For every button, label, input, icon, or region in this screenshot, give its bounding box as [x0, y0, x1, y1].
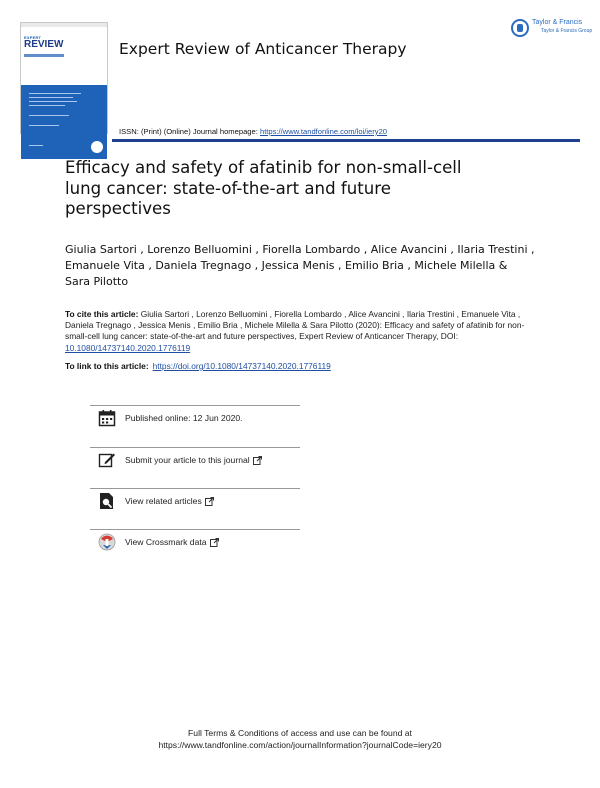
author-list: Giulia Sartori , Lorenzo Belluomini , Fiorella Lombardo , Alice Avancini , Ilaria Trestini , Emanuele Vita , Daniela Tregnago , Jessica Menis , Emilio Bria , Michele Milella & Sara Pilotto	[65, 243, 535, 288]
submit-article-link[interactable]: Submit your article to this journal	[125, 455, 250, 465]
publisher-logo[interactable]	[511, 18, 593, 40]
footer-terms-link[interactable]: https://www.tandfonline.com/action/journalInformation?journalCode=iery20	[158, 739, 442, 750]
citation-label: To cite this article:	[65, 309, 139, 319]
related-articles-row[interactable]	[98, 488, 214, 514]
footer	[0, 728, 600, 751]
crossmark-icon	[98, 533, 116, 551]
header-rule	[112, 139, 580, 142]
article-link-line	[65, 361, 331, 371]
calendar-icon	[98, 409, 116, 427]
journal-cover	[20, 22, 108, 134]
issn-line	[119, 127, 387, 136]
article-doi-url[interactable]: https://doi.org/10.1080/14737140.2020.1776119	[152, 361, 331, 371]
issn-prefix: ISSN: (Print) (Online) Journal homepage:	[119, 127, 260, 136]
edit-icon	[98, 451, 116, 469]
article-title: Efficacy and safety of afatinib for non-small-cell lung cancer: state-of-the-art and future perspectives	[65, 158, 462, 218]
external-link-icon	[253, 456, 262, 465]
crossmark-link[interactable]: View Crossmark data	[125, 537, 207, 547]
published-row	[98, 405, 243, 431]
submit-article-row[interactable]	[98, 447, 262, 473]
footer-terms-text: Full Terms & Conditions of access and use can be found at	[188, 728, 412, 738]
crossmark-row[interactable]	[98, 529, 219, 555]
external-link-icon	[205, 497, 214, 506]
publisher-logo-icon	[511, 19, 529, 37]
related-articles-link[interactable]: View related articles	[125, 496, 202, 506]
publisher-logo-name: Taylor & Francis	[532, 19, 583, 26]
published-date: Published online: 12 Jun 2020.	[125, 413, 243, 423]
citation-doi-link[interactable]: 10.1080/14737140.2020.1776119	[65, 342, 191, 353]
journal-homepage-link[interactable]: https://www.tandfonline.com/loi/iery20	[259, 127, 388, 136]
cover-brand-small: EXPERT	[24, 35, 42, 40]
search-document-icon	[98, 492, 116, 510]
publisher-logo-group: Taylor & Francis Group	[541, 28, 593, 34]
citation-block	[65, 309, 525, 354]
journal-title[interactable]: Expert Review of Anticancer Therapy	[119, 40, 407, 58]
article-link-label: To link to this article:	[65, 361, 149, 371]
citation-text: Giulia Sartori , Lorenzo Belluomini , Fiorella Lombardo , Alice Avancini , Ilaria Trestini , Emanuele Vita , Daniela Tregnago , Jessica Menis , Emilio Bria , Michele Milella & Sara Pilotto (2020): Efficacy and safety of afatinib for non-small-cell lung cancer: state-of-the-art and future perspectives, Expert Review of Anticancer Therapy, DOI:	[65, 309, 525, 342]
cover-brand-big: REVIEW	[24, 39, 64, 50]
external-link-icon	[210, 538, 219, 547]
